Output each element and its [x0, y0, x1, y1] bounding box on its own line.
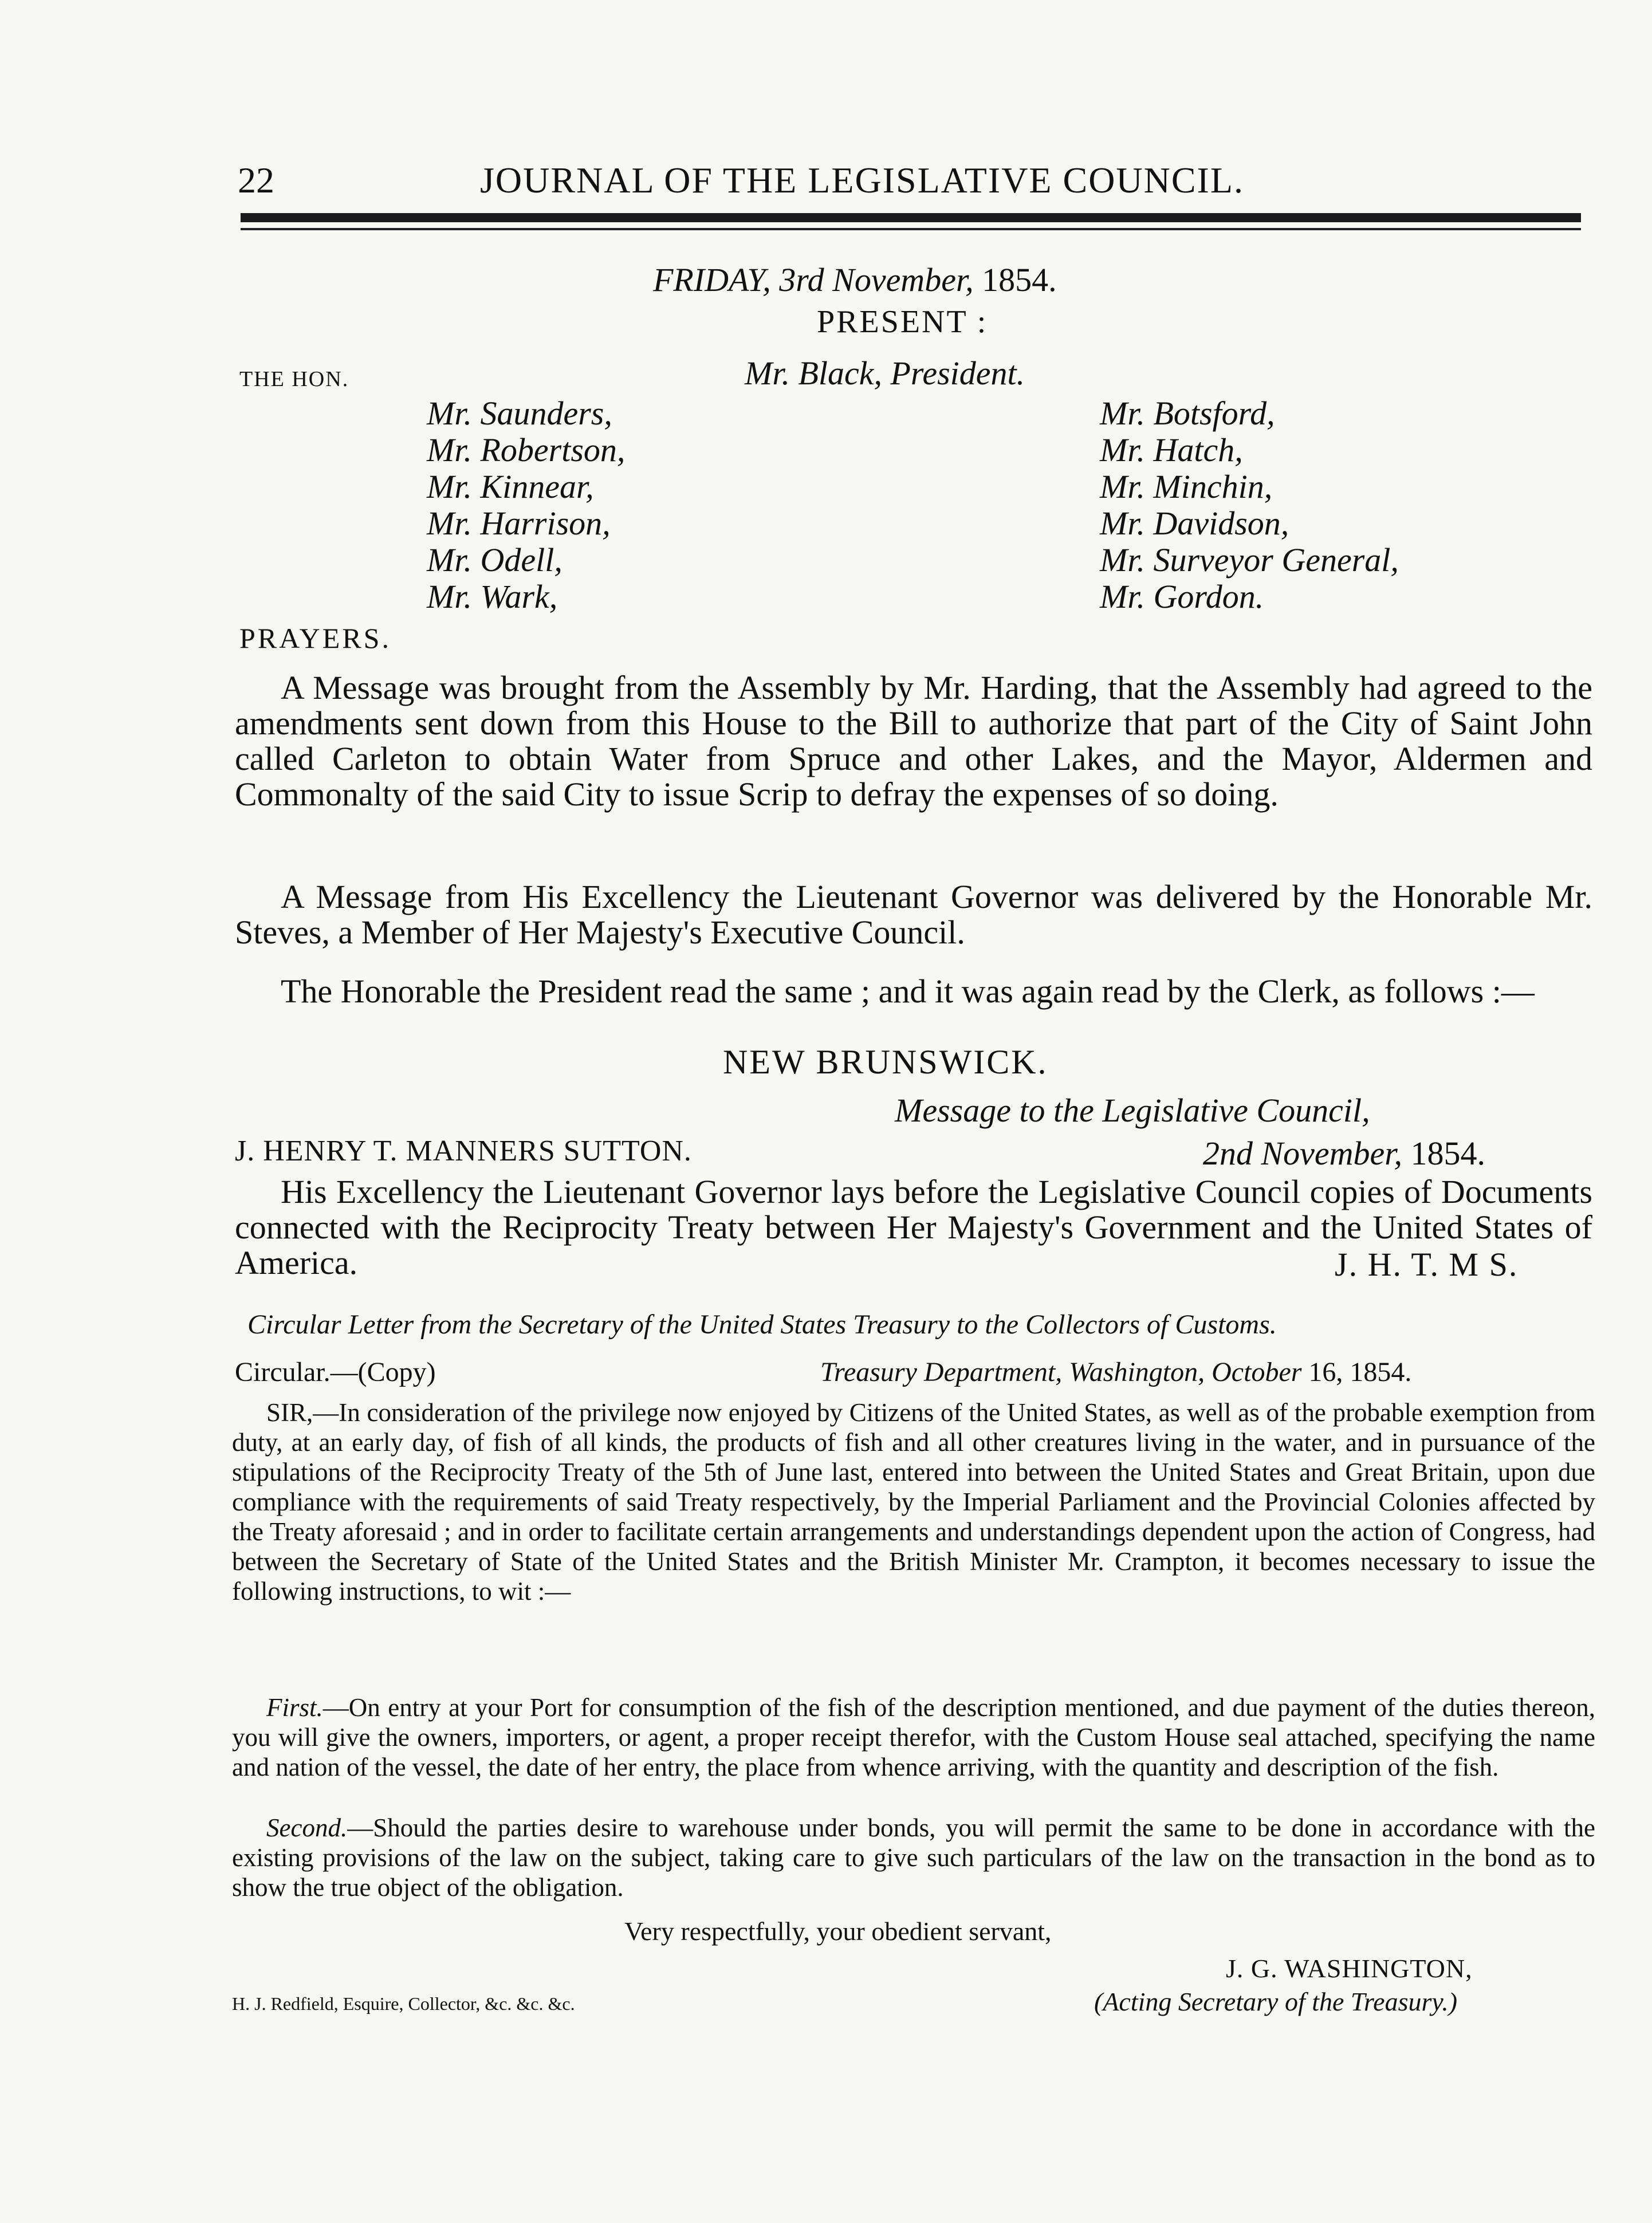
member-name: Mr. Hatch,: [1100, 431, 1243, 469]
member-name: Mr. Botsford,: [1100, 395, 1275, 432]
circular-copy-label: Circular.—(Copy): [235, 1357, 436, 1387]
session-date-text: 3rd November,: [779, 261, 974, 298]
members-left-column: [427, 395, 625, 615]
circular-paragraph: SIR,—In consideration of the privilege now enjoyed by Citizens of the United States, as well as of the probable exemption from duty, at an early day, of fish of all kinds, the products of fish and all other creatures living in the water, and in pursuance of the stipulations of the Reciprocity Treaty of the 5th of June last, entered into between the United States and Great Britain, upon due compliance with the requirements of said Treaty respectively, by the Imperial Parliament and the Provincial Colonies affected by the Treaty aforesaid ; and in order to facilitate certain arrangements and understandings dependent upon the action of Congress, had between the Secretary of State of the United States and the British Minister Mr. Crampton, it becomes necessary to issue the following instructions, to wit :—: [232, 1398, 1595, 1606]
circular-second-instruction: [232, 1813, 1595, 1902]
circular-first-instruction: [232, 1693, 1595, 1782]
message-text: His Excellency the Lieutenant Governor lays before the Legislative Council copies of Documents connected with the Reciprocity Treaty between Her Majesty's Government and the United States of America.: [235, 1173, 1592, 1281]
circular-dept: Treasury Department, Washington, October: [820, 1357, 1302, 1387]
circular-title: Circular Letter from the Secretary of the United States Treasury to the Collectors of Customs.: [247, 1309, 1277, 1340]
signature-name: J. G. WASHINGTON,: [1226, 1954, 1473, 1983]
second-text: —Should the parties desire to warehouse under bonds, you will permit the same to be done in accordance with the existing provisions of the law on the subject, taking care to give such particulars of the law on the transaction in the bond as to show the true object of the obligation.: [232, 1813, 1595, 1902]
member-name: Mr. Saunders,: [427, 395, 612, 432]
circular-dateline: [820, 1356, 1411, 1388]
member-name: Mr. Surveyor General,: [1100, 541, 1399, 579]
member-name: Mr. Minchin,: [1100, 468, 1273, 505]
member-name: Mr. Harrison,: [427, 505, 611, 542]
first-text: —On entry at your Port for consumption of the fish of the description mentioned, and due payment of the duties thereon, you will give the owners, importers, or agent, a proper receipt therefor, with the Custom House seal attached, specifying the name and nation of the vessel, the date of her entry, the place from whence arriving, with the quantity and description of the fish.: [232, 1693, 1595, 1781]
president-line: Mr. Black, President.: [745, 355, 1025, 392]
member-name: Mr. Wark,: [427, 578, 558, 615]
message-date: [1203, 1134, 1485, 1173]
message-date-day: 2nd November,: [1203, 1135, 1402, 1172]
running-head: JOURNAL OF THE LEGISLATIVE COUNCIL.: [480, 160, 1244, 200]
present-heading: PRESENT :: [817, 304, 988, 340]
assembly-message-paragraph: A Message was brought from the Assembly by Mr. Harding, that the Assembly had agreed to the amendments sent down from this House to the Bill to authorize that part of the City of Saint John called Carleton to obtain Water from Spruce and other Lakes, and the Mayor, Aldermen and Commonalty of the said City to issue Scrip to defray the expenses of so doing.: [235, 669, 1592, 813]
message-heading: NEW BRUNSWICK.: [723, 1043, 1048, 1081]
session-day: FRIDAY,: [653, 261, 771, 298]
member-name: Mr. Robertson,: [427, 431, 626, 469]
prayers-heading: PRAYERS.: [239, 622, 391, 654]
session-year: 1854.: [982, 261, 1057, 298]
governor-message-paragraph: A Message from His Excellency the Lieutenant Governor was delivered by the Honorable Mr. Steves, a Member of Her Majesty's Executive Council.: [235, 878, 1592, 951]
message-address: Message to the Legislative Council,: [895, 1092, 1370, 1129]
header-rule-thin: [241, 228, 1581, 230]
message-signer: J. HENRY T. MANNERS SUTTON.: [235, 1135, 692, 1167]
signature-title: (Acting Secretary of the Treasury.): [1094, 1987, 1458, 2016]
session-date: [653, 261, 1057, 299]
circular-date: 16, 1854.: [1308, 1357, 1412, 1387]
member-name: Mr. Davidson,: [1100, 505, 1289, 542]
addressee-line: H. J. Redfield, Esquire, Collector, &c. &c. &c.: [232, 1993, 575, 2014]
second-lead: Second.: [266, 1813, 348, 1842]
member-name: Mr. Gordon.: [1100, 578, 1264, 615]
page-number: 22: [238, 160, 274, 200]
member-name: Mr. Odell,: [427, 541, 563, 579]
message-date-year: 1854.: [1410, 1135, 1485, 1172]
first-lead: First.: [266, 1693, 323, 1722]
president-read-paragraph: The Honorable the President read the same ; and it was again read by the Clerk, as follows :—: [281, 973, 1535, 1010]
members-right-column: [1100, 395, 1399, 615]
member-name: Mr. Kinnear,: [427, 468, 594, 505]
the-hon-label: THE HON.: [239, 367, 349, 391]
closing-line: Very respectfully, your obedient servant,: [624, 1917, 1052, 1946]
header-rule: [241, 213, 1581, 222]
message-initials: J. H. T. M S.: [1335, 1246, 1519, 1283]
